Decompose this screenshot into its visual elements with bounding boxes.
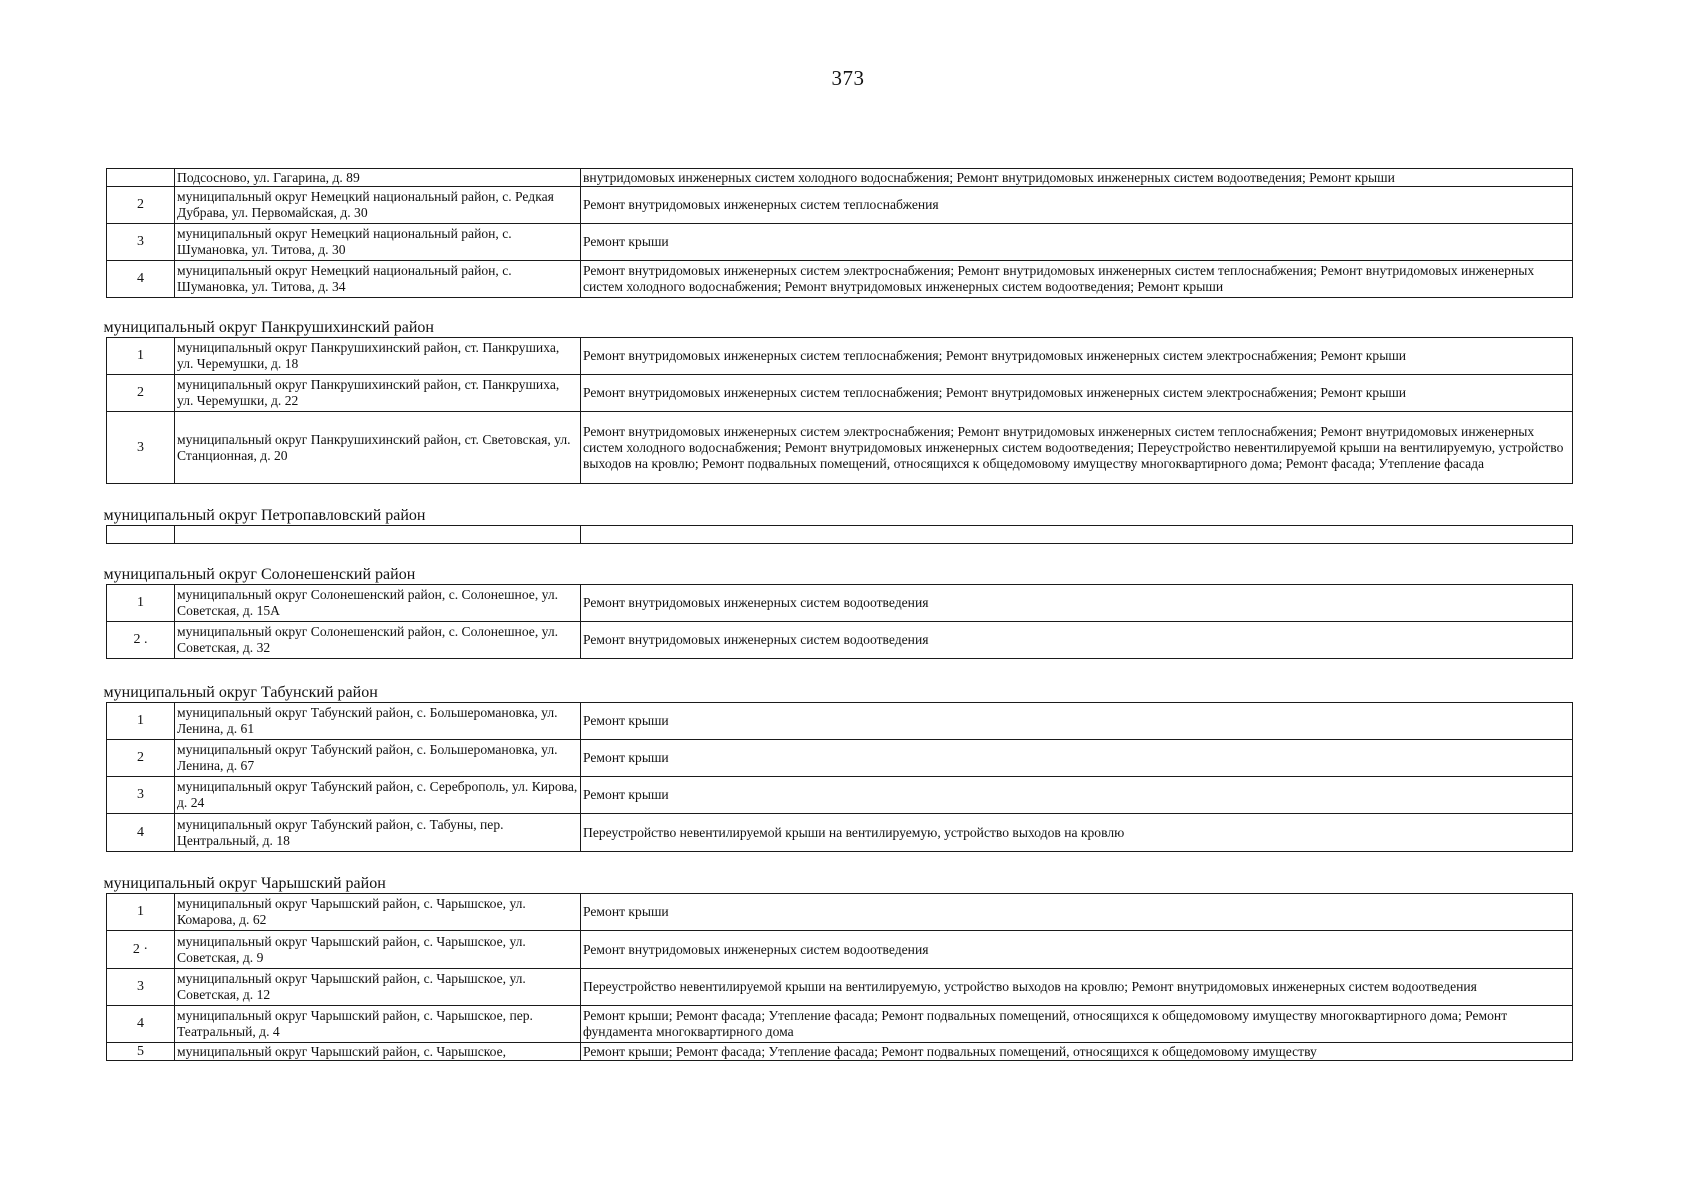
row-address: Подсосново, ул. Гагарина, д. 89: [175, 169, 581, 187]
row-works: Ремонт внутридомовых инженерных систем электроснабжения; Ремонт внутридомовых инженерных систем теплоснабжения; Ремонт внутридомовых инженерных систем холодного водоснабжения; Ремонт внутридомовых инженерных систем водоотведения; Ремонт крыши: [581, 261, 1573, 298]
row-works: Переустройство невентилируемой крыши на вентилируемую, устройство выходов на кровлю; Ремонт внутридомовых инженерных систем водоотведения: [581, 969, 1573, 1006]
row-address: муниципальный округ Табунский район, с. Большеромановка, ул. Ленина, д. 67: [175, 740, 581, 777]
row-works: Ремонт крыши; Ремонт фасада; Утепление фасада; Ремонт подвальных помещений, относящихся к общедомовому имуществу многоквартирного дома; Ремонт фундамента многоквартирного дома: [581, 1006, 1573, 1043]
row-address: муниципальный округ Табунский район, с. Табуны, пер. Центральный, д. 18: [175, 814, 581, 852]
row-number: 4: [107, 1006, 175, 1043]
table-row: [107, 224, 1573, 261]
row-number: 2 ·: [107, 931, 175, 969]
row-number: 1: [107, 703, 175, 740]
row-works: Ремонт крыши: [581, 894, 1573, 931]
section-title: муниципальный округ Солонешенский район: [103, 566, 416, 583]
row-address: муниципальный округ Немецкий национальный район, с. Шумановка, ул. Титова, д. 30: [175, 224, 581, 261]
row-address: муниципальный округ Солонешенский район, с. Солонешное, ул. Советская, д. 32: [175, 622, 581, 659]
row-works: [581, 526, 1573, 544]
row-number: 3: [107, 969, 175, 1006]
row-address: муниципальный округ Панкрушихинский район, ст. Световская, ул. Станционная, д. 20: [175, 412, 581, 484]
table-row: [107, 169, 1573, 187]
table-row: [107, 622, 1573, 659]
table-row: [107, 412, 1573, 484]
row-address: муниципальный округ Немецкий национальный район, с. Шумановка, ул. Титова, д. 34: [175, 261, 581, 298]
table-row: [107, 777, 1573, 814]
row-number: 1: [107, 585, 175, 622]
row-number: 1: [107, 894, 175, 931]
table-row: [107, 740, 1573, 777]
section-heading-row: [107, 659, 1573, 703]
row-number: 4: [107, 261, 175, 298]
table-row: [107, 894, 1573, 931]
row-number: 3: [107, 777, 175, 814]
table-row: [107, 526, 1573, 544]
row-works: Ремонт крыши: [581, 224, 1573, 261]
row-number: 2 .: [107, 622, 175, 659]
row-number: [107, 169, 175, 187]
row-works: Ремонт крыши: [581, 703, 1573, 740]
row-address: муниципальный округ Чарышский район, с. Чарышское, ул. Советская, д. 9: [175, 931, 581, 969]
row-number: 3: [107, 412, 175, 484]
row-number: 3: [107, 224, 175, 261]
row-works: Ремонт крыши: [581, 777, 1573, 814]
row-number: 4: [107, 814, 175, 852]
row-works: Ремонт внутридомовых инженерных систем теплоснабжения: [581, 187, 1573, 224]
page-number: 373: [831, 66, 865, 90]
row-address: муниципальный округ Немецкий национальный район, с. Редкая Дубрава, ул. Первомайская, д. 30: [175, 187, 581, 224]
table-row: [107, 375, 1573, 412]
row-address: муниципальный округ Табунский район, с. Сереброполь, ул. Кирова, д. 24: [175, 777, 581, 814]
row-works: Ремонт внутридомовых инженерных систем водоотведения: [581, 622, 1573, 659]
section-heading-row: [107, 484, 1573, 526]
table-row: [107, 1043, 1573, 1061]
section-title: муниципальный округ Табунский район: [103, 684, 378, 701]
section-gap: [107, 544, 1573, 563]
row-number: 2: [107, 375, 175, 412]
row-works: внутридомовых инженерных систем холодного водоснабжения; Ремонт внутридомовых инженерных систем водоотведения; Ремонт крыши: [581, 169, 1573, 187]
row-works: Ремонт внутридомовых инженерных систем водоотведения: [581, 931, 1573, 969]
table-row: [107, 187, 1573, 224]
section-title: муниципальный округ Чарышский район: [103, 875, 386, 892]
row-number: 2: [107, 740, 175, 777]
row-number: 1: [107, 338, 175, 375]
section-heading-row: [107, 298, 1573, 338]
row-number: 2: [107, 187, 175, 224]
table-row: [107, 338, 1573, 375]
row-address: [175, 526, 581, 544]
row-address: муниципальный округ Солонешенский район, с. Солонешное, ул. Советская, д. 15А: [175, 585, 581, 622]
row-address: муниципальный округ Чарышский район, с. Чарышское, пер. Театральный, д. 4: [175, 1006, 581, 1043]
row-number: 5: [107, 1043, 175, 1061]
table-row: [107, 585, 1573, 622]
row-works: Ремонт внутридомовых инженерных систем водоотведения: [581, 585, 1573, 622]
table-row: [107, 814, 1573, 852]
table-row: [107, 931, 1573, 969]
row-works: Ремонт внутридомовых инженерных систем теплоснабжения; Ремонт внутридомовых инженерных систем электроснабжения; Ремонт крыши: [581, 375, 1573, 412]
row-works: Ремонт внутридомовых инженерных систем электроснабжения; Ремонт внутридомовых инженерных систем теплоснабжения; Ремонт внутридомовых инженерных систем холодного водоснабжения; Ремонт внутридомовых инженерных систем водоотведения; Переустройство невентилируемой крыши на вентилируемую, устройство выходов на кровлю; Ремонт подвальных помещений, относящихся к общедомовому имуществу многоквартирного дома; Ремонт фасада; Утепление фасада: [581, 412, 1573, 484]
table-row: [107, 261, 1573, 298]
row-address: муниципальный округ Панкрушихинский район, ст. Панкрушиха, ул. Черемушки, д. 22: [175, 375, 581, 412]
row-address: муниципальный округ Чарышский район, с. Чарышское, ул. Советская, д. 12: [175, 969, 581, 1006]
table-row: [107, 703, 1573, 740]
row-address: муниципальный округ Табунский район, с. Большеромановка, ул. Ленина, д. 61: [175, 703, 581, 740]
row-works: Переустройство невентилируемой крыши на вентилируемую, устройство выходов на кровлю: [581, 814, 1573, 852]
table-row: [107, 1006, 1573, 1043]
row-works: Ремонт крыши: [581, 740, 1573, 777]
works-table: [103, 168, 1573, 1061]
section-heading-row: [107, 852, 1573, 894]
section-title: муниципальный округ Петропавловский район: [103, 507, 426, 524]
row-address: муниципальный округ Чарышский район, с. Чарышское, ул. Комарова, д. 62: [175, 894, 581, 931]
row-address: муниципальный округ Панкрушихинский район, ст. Панкрушиха, ул. Черемушки, д. 18: [175, 338, 581, 375]
section-title: муниципальный округ Панкрушихинский район: [103, 319, 434, 336]
row-works: Ремонт внутридомовых инженерных систем теплоснабжения; Ремонт внутридомовых инженерных систем электроснабжения; Ремонт крыши: [581, 338, 1573, 375]
table-row: [107, 969, 1573, 1006]
row-works: Ремонт крыши; Ремонт фасада; Утепление фасада; Ремонт подвальных помещений, относящихся к общедомовому имуществу: [581, 1043, 1573, 1061]
row-number: [107, 526, 175, 544]
section-heading-row: [107, 563, 1573, 585]
row-address: муниципальный округ Чарышский район, с. Чарышское,: [175, 1043, 581, 1061]
